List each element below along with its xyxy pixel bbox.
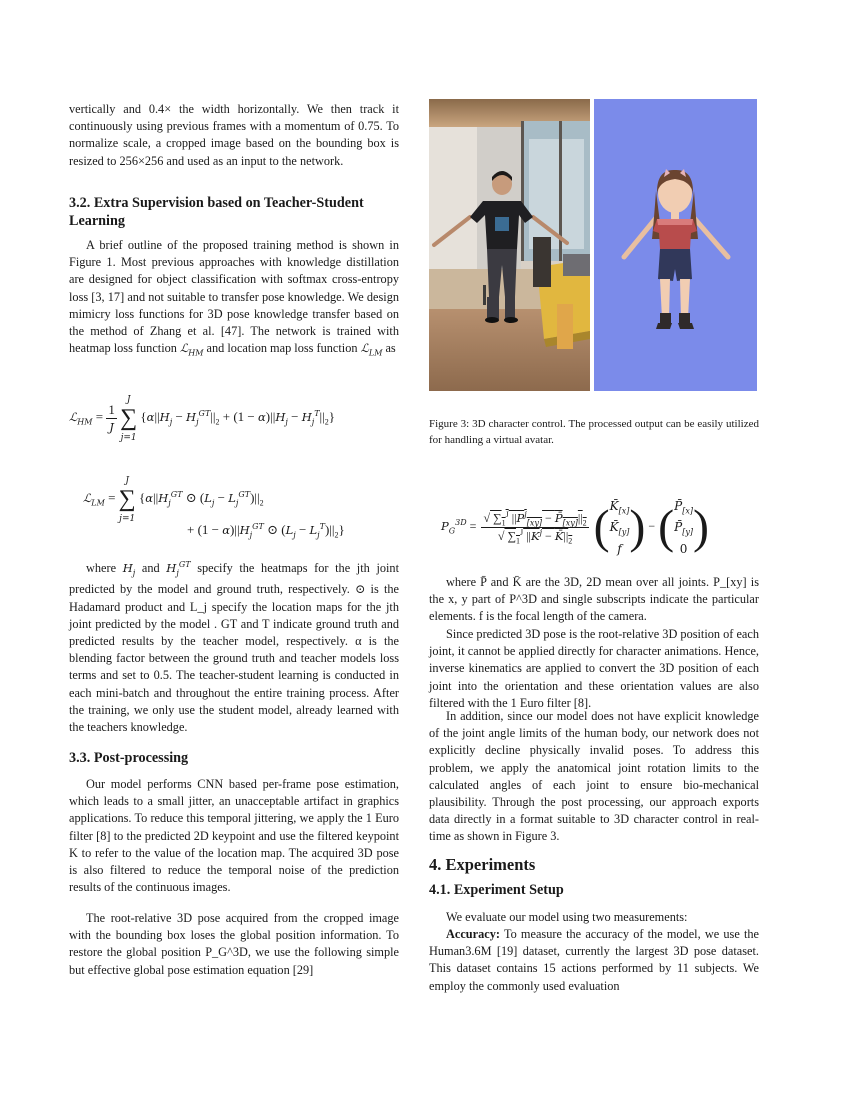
equation-location-map-loss: ℒ$_{LM}$ = J ∑ j=1 {$\alpha||H_j^{GT}$ ⊙ $(L_j - L_j^{GT})||_2$ (83, 476, 264, 524)
figure-3-photo (429, 99, 590, 391)
equation-global-pose: $P_G^{3D}$ = $\frac{√ \sum_1^J ||P^j_{[xy]} - P̄_{[xy]}||_2}{√ \sum_1^J ||K^j - K̄||_2}$ ($K̄_{[x]}$ $K̄_{[y]}$ f ) − ($P̄_{[x]}$ $P̄_{[y]}$ 0 ) (441, 499, 709, 556)
paragraph-outline: A brief outline of the proposed training method is shown in Figure 1. Most previous approaches with knowledge distillation are designed for object classification with softmax cross-entropy loss [3, 17] and not suitable to transfer pose knowledge. We design mimicry loss functions for 3D pose knowledge transfer based on the method of Zhang et al. [47]. The network is trained with heatmap loss function ℒ$_{HM}$ and location map loss function ℒ$_{LM}$ as (69, 238, 399, 358)
paragraph-intro: vertically and 0.4× the width horizontally. We then track it continuously using previous frames with a momentum of 0.75. To normalize scale, a cropped image based on the bounding box is resized to 256×256 and used as an input to the network. (69, 102, 399, 168)
section-heading-3-3: 3.3. Post-processing (69, 750, 189, 766)
section-heading-4-1: 4.1. Experiment Setup (429, 882, 564, 898)
paragraph-post-processing-1: Our model performs CNN based per-frame pose estimation, which leads to a small jitter, an unacceptable artifact in graphics applications. To reduce this temporal jittering, we apply the 1 Euro filter [8] to the predicted 2D keypoint and use the filtered keypoint K to refer to the value of the location map. The acquired 3D pose is also filtered to reduce the temporal noise of the prediction results of the continuous images. (69, 777, 399, 895)
equation-heatmap-loss: ℒ$_{HM}$ = $\frac{1}{J}$ J ∑ j=1 $\{\alpha||H_j - H_j^{GT}||_2 + (1 - \alpha)||H_j - H_j^T||_2\}$ (69, 395, 336, 443)
equation-location-map-loss-cont: + $(1 - \alpha)||H_j^{GT}$ ⊙ $(L_j - L_j^T)||_2$} (187, 522, 345, 540)
paragraph-accuracy: Accuracy: To measure the accuracy of the model, we use the Human3.6M [19] dataset, currently the largest 3D pose dataset. This dataset contains 15 actions performed by 11 subjects. We employ the commonly used evaluation (429, 927, 759, 993)
figure-3-caption: Figure 3: 3D character control. The processed output can be easily utilized for handling a virtual avatar. (429, 418, 759, 446)
section-heading-3-2: 3.2. Extra Supervision based on Teacher-Student Learning (69, 195, 364, 229)
paragraph-where-p: where P̄ and K̄ are the 3D, 2D mean over all joints. P_[xy] is the x, y part of P^3D and single subscripts indicate the particular elements. f is the focal length of the camera. (429, 575, 759, 624)
paragraph-evaluate: We evaluate our model using two measurements: (446, 910, 688, 924)
paragraph-addition: In addition, since our model does not have explicit knowledge of the joint angle limits of the human body, our network does not explicitly decline physically invalid poses. To address this problem, we apply the anatomical joint rotation limits to the calculated angles of each joint to ensure bio-mechanical plausibility. Through the post processing, our approach exports data directly in a format suitable to 3D character control in real-time as shown in Figure 3. (429, 709, 759, 844)
paragraph-since: Since predicted 3D pose is the root-relative 3D position of each joint, it cannot be applied directly for character animations. Hence, inverse kinematics are applied to convert the 3D position of each joint into the orientation and these orientation values are also filtered with the 1 Euro filter [8]. (429, 627, 759, 710)
paragraph-post-processing-2: The root-relative 3D pose acquired from the cropped image with the bounding box loses the global position information. To restore the global position P_G^3D, we use the following simple but effective global pose estimation equation [29] (69, 911, 399, 977)
paragraph-where: where $H_j$ and $H_j^{GT}$ specify the heatmaps for the jth joint predicted by the model and ground truth, respectively. ⊙ is the Hadamard product and L_j specify the location maps for the jth joint predicted by the model . GT and T indicate ground truth and predicted results by the teacher model, respectively. α is the blending factor between the ground truth and teacher models loss terms and set to 0.5. The teacher-student learning is conducted in each mini-batch and throughout the entire training process. After the training, we only use the student model, already learned with the teachers knowledge. (69, 560, 399, 734)
section-heading-4: 4. Experiments (429, 855, 536, 874)
figure-3-avatar (594, 99, 757, 391)
